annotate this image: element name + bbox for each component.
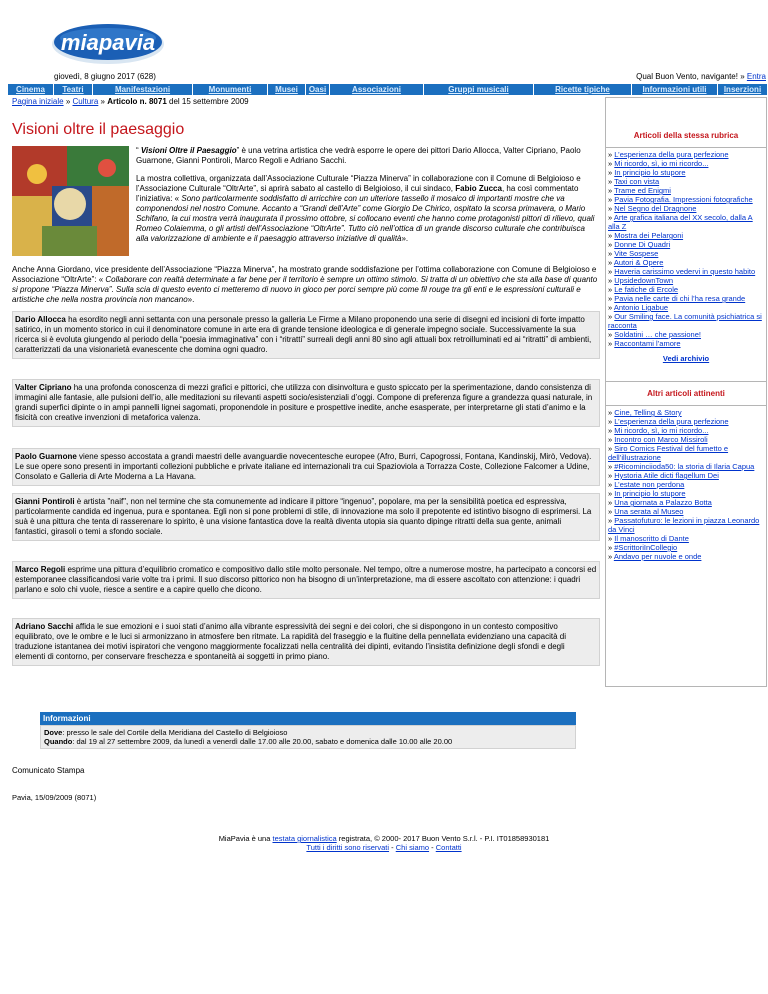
related-link-5[interactable]: #Ricominciioda50: la storia di Ilaria Capua bbox=[614, 462, 755, 471]
artist-box-pontiroli: Gianni Pontiroli è artista "naif", non nel termine che sta comunemente ad indicare il pittore “ingenuo”, popolare, ma per la sensibilità poetica ed espressiva, particolarmente candida ed ingenua, pura e spontanea. Egli non si pone problemi di stile, di innovazione ma solo il prepotente ed istintivo bisogno di esprimersi. La suà è una pittura che tenta di rasserenare lo spirito, è una visione fantastica dove la realtà diventa utopia sia quanto dipinge ritratti della sua gente, animali fantastici, girasoli o temi a sfondo sociale. bbox=[12, 493, 600, 541]
same-rubric-link-10[interactable]: Vite Sospese bbox=[614, 249, 659, 258]
sidebar-related-list bbox=[606, 406, 766, 561]
list-item: » Una giornata a Palazzo Botta bbox=[608, 498, 712, 507]
same-rubric-link-2[interactable]: In principio lo stupore bbox=[614, 168, 686, 177]
main-nav bbox=[8, 83, 768, 94]
list-item: » Mostra dei Pelargoni bbox=[608, 231, 684, 240]
list-item: » #ScrittoriInCollegio bbox=[608, 543, 678, 552]
info-title: Informazioni bbox=[40, 712, 576, 725]
related-link-8[interactable]: In principio lo stupore bbox=[614, 489, 686, 498]
same-rubric-link-19[interactable]: Raccontami l’amore bbox=[614, 339, 681, 348]
list-item: » In principio lo stupore bbox=[608, 489, 686, 498]
list-item: » Pavia nelle carte di chi l’ha resa grande bbox=[608, 294, 746, 303]
artist-box-sacchi: Adriano Sacchi affida le sue emozioni e i suoi stati d’animo alla vibrante espressività dei segni e dei colori, che si dispongono in un contesto compositivo equilibrato, ove le ombre e le luci si armonizzano in atmosfere ben ritmate. La rapidità del fraseggio e la fluitine della pennellata evidenziano una capacità di traduzione istantanea dei motivi ispiratori che vengono maggiormente focalizzati nella centralità dei dipinti, evitando l’insistita definizione degli sfondi e degli elementi di contorno, per conservare freschezza e spontaneità ai soggetti in primo piano. bbox=[12, 618, 600, 666]
nav-ricette-tipiche[interactable]: Ricette tipiche bbox=[534, 84, 632, 95]
related-link-10[interactable]: Una serata al Museo bbox=[614, 507, 684, 516]
nav-gruppi-musicali[interactable]: Gruppi musicali bbox=[424, 84, 534, 95]
intro-paragraph-1: “ Visioni Oltre il Paesaggio” è una vetrina artistica che vedrà esporre le opere dei pittori Dario Allocca, Valter Cipriano, Paolo Guarnone, Gianni Pontiroli, Marco Regoli e Adriano Sacchi. bbox=[136, 146, 581, 165]
nav-oasi[interactable]: Oasi bbox=[306, 84, 330, 95]
list-item: » Vite Sospese bbox=[608, 249, 659, 258]
artist-box-guarnone: Paolo Guarnone viene spesso accostata a grandi maestri delle avanguardie novecentesche europee (Afro, Burri, Capogrossi, Fontana, Kandinskij, Mirò, Vedova). Le sue opere sono presenti in importanti collezioni pubbliche e private italiane ed internazionali tra cui Spazioviola a Torrazza Coste, Collezione Falcomer a Udine, Consolato e Galleria di Arte Moderna a La Havana. bbox=[12, 448, 600, 486]
same-rubric-link-12[interactable]: Haveria carissimo vedervi in questo habito bbox=[614, 267, 756, 276]
related-link-7[interactable]: L’estate non perdona bbox=[614, 480, 685, 489]
list-item: » L’esperienza della pura perfezione bbox=[608, 417, 729, 426]
nav-inserzioni[interactable]: Inserzioni bbox=[718, 84, 768, 95]
same-rubric-link-17[interactable]: Our Smiling face. La comunità psichiatrica si racconta bbox=[608, 312, 762, 330]
related-link-6[interactable]: Hystoria Atile dicti flagellum Dei bbox=[614, 471, 719, 480]
footer bbox=[0, 834, 768, 852]
list-item: » Andavo per nuvole e onde bbox=[608, 552, 702, 561]
list-item: » Antonio Ligabue bbox=[608, 303, 669, 312]
info-box bbox=[40, 712, 576, 749]
related-link-12[interactable]: Il manoscritto di Dante bbox=[614, 534, 689, 543]
artist-box-cipriano: Valter Cipriano ha una profonda conoscenza di mezzi grafici e pittorici, che utilizza con disinvoltura e gusto spiccato per la sperimentazione, dando consistenza di immagini alle fantasie, alle pulsioni dell’io, alle meditazioni su rilevanti aspetti socio/esistenziali d’oggi. Compone di preferenza figure a grandezza quasi naturale, in grandi superfici dipinte o in ampi pannelli lignei sagomati, proponendole in positure e prospettive inedite, anche esasperate, per interpretarne gli stati d’animo e la fisicità con creative invenzioni di metaforica valenza. bbox=[12, 379, 600, 427]
info-body bbox=[40, 725, 576, 749]
footer-contacts-link[interactable]: Contatti bbox=[435, 843, 462, 852]
list-item: » UpsidedownTown bbox=[608, 276, 674, 285]
list-item: » Nel Segno del Dragnone bbox=[608, 204, 697, 213]
signature: Comunicato Stampa bbox=[12, 766, 85, 775]
current-date: giovedì, 8 giugno 2017 (628) bbox=[54, 72, 156, 81]
list-item: » Haveria carissimo vedervi in questo habito bbox=[608, 267, 756, 276]
same-rubric-link-7[interactable]: Arte grafica italiana del XX secolo, dalla A alla Z bbox=[608, 213, 753, 231]
list-item: » Raccontami l’amore bbox=[608, 339, 681, 348]
article-paragraph-giordano: Anche Anna Giordano, vice presidente dell’Associazione “Piazza Minerva”, ha mostrato grande soddisfazione per l’ottima collaborazione con Comune di Belgioioso e Associazione “OltrArte”: « Collaborare con realtà determinate a far bene per il territorio è sempre un ottimo stimolo. Si tratta di un obiettivo che sta alla base di quanto si propone “Piazza Minerva”. Sulla scia di questo evento ci metteremo di nuovo in gioco per porci sempre più come fil rouge tra gli enti e le espressioni culturali e artistiche che nella nostra provincia non mancano». bbox=[12, 265, 598, 304]
breadcrumb-section[interactable]: Cultura bbox=[72, 97, 99, 106]
list-item: » L’estate non perdona bbox=[608, 480, 685, 489]
info-when: Quando: dal 19 al 27 settembre 2009, da lunedì a venerdì dalle 17.00 alle 20.00, sabato e domenica dalle 10.00 alle 20.00 bbox=[44, 737, 453, 746]
page-title: Visioni oltre il paesaggio bbox=[12, 121, 185, 138]
footer-line-2: Tutti i diritti sono riservati - Chi siamo - Contatti bbox=[306, 843, 462, 852]
sidebar bbox=[605, 97, 767, 687]
artist-box-allocca: Dario Allocca ha esordito negli anni settanta con una personale presso la galleria Le Firme a Milano proponendo una serie di disegni ed incisioni di forte impatto satirico, in un momento storico in cui il denominatore comune in arte era di grande tensione ideologica e di generale impegno sociale. Successivamente la sua ricerca si è evoluta giungendo al periodo della “poesia immaginativa” con i “ritratti” surreali degli anni 80 sino agli attuali box retroilluminati ed ai “ritratti” di ambienti, caratterizzati da una visionarietà evanescente che domina ogni quadro. bbox=[12, 311, 600, 359]
list-item: » #Ricominciioda50: la storia di Ilaria Capua bbox=[608, 462, 755, 471]
miapavia-logo[interactable] bbox=[50, 20, 166, 66]
info-where: Dove: presso le sale del Cortile della Meridiana del Castello di Belgioioso bbox=[44, 728, 288, 737]
same-rubric-link-4[interactable]: Trame ed Enigmi bbox=[614, 186, 671, 195]
same-rubric-link-16[interactable]: Antonio Ligabue bbox=[613, 303, 669, 312]
logo-text: miapavia bbox=[60, 30, 156, 55]
list-item: » Mi ricordo, sì, io mi ricordo... bbox=[608, 426, 709, 435]
list-item: » Mi ricordo, sì, io mi ricordo... bbox=[608, 159, 709, 168]
list-item: » Taxi con vista bbox=[608, 177, 660, 186]
top-bar bbox=[0, 72, 768, 82]
breadcrumb-article: Articolo n. 8071 bbox=[107, 97, 167, 106]
list-item: » Donne Di Quadri bbox=[608, 240, 671, 249]
nav-manifestazioni[interactable]: Manifestazioni bbox=[93, 84, 193, 95]
list-item: » Autori & Opere bbox=[608, 258, 664, 267]
intro-paragraph-2: La mostra collettiva, organizzata dall’Associazione Culturale “Piazza Minerva” in collaborazione con il Comune di Belgioioso e l’Associazione Culturale “OltrArte”, si aprirà sabato al castello di Belgioioso, il cui sindaco, Fabio Zucca, ha così commentato l’iniziativa: « Sono particolarmente soddisfatto di arricchire con un ulteriore tassello il mosaico di importanti mostre che va componendosi nel nostro Comune. Accanto a “Grandi dell’Arte” come Giorgio De Chirico, ospitato la scorsa primavera, o Mario Schifano, la cui mostra verrà inaugurata il prossimo ottobre, si collocano eventi che hanno come protagonisti pittori di rilievo, quali Romeo Colaiemma, o gli artisti dell’Associazione “OltrArte”. Tutto ciò nell’ottica di un grande discorso culturale che contribuisca alla valorizzazione di ambiente e il paesaggio attraverso iniziative di qualità». bbox=[136, 174, 595, 243]
list-item: » Una serata al Museo bbox=[608, 507, 684, 516]
nav-associazioni[interactable]: Associazioni bbox=[330, 84, 424, 95]
related-link-14[interactable]: Andavo per nuvole e onde bbox=[613, 552, 702, 561]
related-link-2[interactable]: Mi ricordo, sì, io mi ricordo... bbox=[614, 426, 709, 435]
list-item: » L’esperienza della pura perfezione bbox=[608, 150, 729, 159]
sidebar-archive bbox=[606, 348, 766, 369]
sidebar-same-list bbox=[606, 148, 766, 348]
same-rubric-link-0[interactable]: L’esperienza della pura perfezione bbox=[614, 150, 729, 159]
same-rubric-link-15[interactable]: Pavia nelle carte di chi l’ha resa grande bbox=[614, 294, 746, 303]
related-link-1[interactable]: L’esperienza della pura perfezione bbox=[614, 417, 729, 426]
list-item: » In principio lo stupore bbox=[608, 168, 686, 177]
same-rubric-link-6[interactable]: Nel Segno del Dragnone bbox=[614, 204, 697, 213]
list-item: » Cine, Telling & Story bbox=[608, 408, 682, 417]
list-item: » Trame ed Enigmi bbox=[608, 186, 671, 195]
related-link-9[interactable]: Una giornata a Palazzo Botta bbox=[614, 498, 712, 507]
nav-musei[interactable]: Musei bbox=[268, 84, 306, 95]
list-item: » Arte grafica italiana del XX secolo, dalla A alla Z bbox=[608, 213, 753, 231]
related-link-4[interactable]: Siro Comics Festival del fumetto e dell’illustrazione bbox=[608, 444, 729, 462]
footer-rights-link[interactable]: Tutti i diritti sono riservati bbox=[306, 843, 390, 852]
same-rubric-link-1[interactable]: Mi ricordo, sì, io mi ricordo... bbox=[614, 159, 709, 168]
list-item: » Incontro con Marco Missiroli bbox=[608, 435, 708, 444]
list-item: » Le fatiche di Ercole bbox=[608, 285, 679, 294]
nav-cinema[interactable]: Cinema bbox=[8, 84, 54, 95]
same-rubric-link-14[interactable]: Le fatiche di Ercole bbox=[614, 285, 679, 294]
related-link-13[interactable]: #ScrittoriInCollegio bbox=[614, 543, 678, 552]
same-rubric-link-13[interactable]: UpsidedownTown bbox=[614, 276, 674, 285]
list-item: » Passatofuturo: le lezioni in piazza Leonardo da Vinci bbox=[608, 516, 760, 534]
same-rubric-link-18[interactable]: Soldatini … che passione! bbox=[614, 330, 701, 339]
related-link-3[interactable]: Incontro con Marco Missiroli bbox=[614, 435, 708, 444]
list-item: » Hystoria Atile dicti flagellum Dei bbox=[608, 471, 719, 480]
related-link-0[interactable]: Cine, Telling & Story bbox=[614, 408, 682, 417]
nav-teatri[interactable]: Teatri bbox=[54, 84, 93, 95]
sidebar-related-title: Altri articoli attinenti bbox=[606, 381, 766, 406]
article-intro bbox=[136, 146, 598, 252]
nav-monumenti[interactable]: Monumenti bbox=[193, 84, 268, 95]
list-item: » Pavia Fotografia. Impressioni fotografiche bbox=[608, 195, 753, 204]
related-link-11[interactable]: Passatofuturo: le lezioni in piazza Leonardo da Vinci bbox=[608, 516, 760, 534]
list-item: » Siro Comics Festival del fumetto e dell’illustrazione bbox=[608, 444, 729, 462]
footer-testata-link[interactable]: testata giornalistica bbox=[272, 834, 337, 843]
same-rubric-link-3[interactable]: Taxi con vista bbox=[614, 177, 660, 186]
same-rubric-link-5[interactable]: Pavia Fotografia. Impressioni fotografiche bbox=[614, 195, 753, 204]
nav-informazioni-utili[interactable]: Informazioni utili bbox=[632, 84, 718, 95]
artist-box-regoli: Marco Regoli esprime una pittura d’equilibrio cromatico e compositivo dallo stile molto personale. Nel tempo, oltre a numerose mostre, ha partecipato a concorsi ed estemporanee classificandosi varie volte tra i primi. Il suo discorso pittorico non ha bisogno di un’interpretazione, ma di essere ascoltato con attenzione: i quadri parlano e solo chi vuole, riesce a sentire e a capire quello che dicono. bbox=[12, 561, 600, 599]
breadcrumb-home[interactable]: Pagina iniziale bbox=[12, 97, 64, 106]
list-item: » Il manoscritto di Dante bbox=[608, 534, 689, 543]
place-date: Pavia, 15/09/2009 (8071) bbox=[12, 793, 97, 802]
footer-about-link[interactable]: Chi siamo bbox=[395, 843, 430, 852]
archive-link[interactable]: Vedi archivio bbox=[662, 354, 710, 363]
same-rubric-link-8[interactable]: Mostra dei Pelargoni bbox=[614, 231, 684, 240]
painting-image bbox=[12, 146, 129, 256]
greeting: Qual Buon Vento, navigante! » Entra bbox=[636, 72, 766, 81]
list-item: » Soldatini … che passione! bbox=[608, 330, 701, 339]
list-item: » Our Smiling face. La comunità psichiatrica si racconta bbox=[608, 312, 762, 330]
same-rubric-link-11[interactable]: Autori & Opere bbox=[613, 258, 664, 267]
footer-line-1: MiaPavia è una testata giornalistica registrata, © 2000- 2017 Buon Vento S.r.l. - P.I. IT01858930181 bbox=[218, 834, 550, 843]
same-rubric-link-9[interactable]: Donne Di Quadri bbox=[614, 240, 671, 249]
sidebar-same-title: Articoli della stessa rubrica bbox=[606, 124, 766, 148]
login-link[interactable]: Entra bbox=[746, 72, 766, 81]
breadcrumb: Pagina iniziale » Cultura » Articolo n. 8071 del 15 settembre 2009 bbox=[12, 97, 249, 106]
